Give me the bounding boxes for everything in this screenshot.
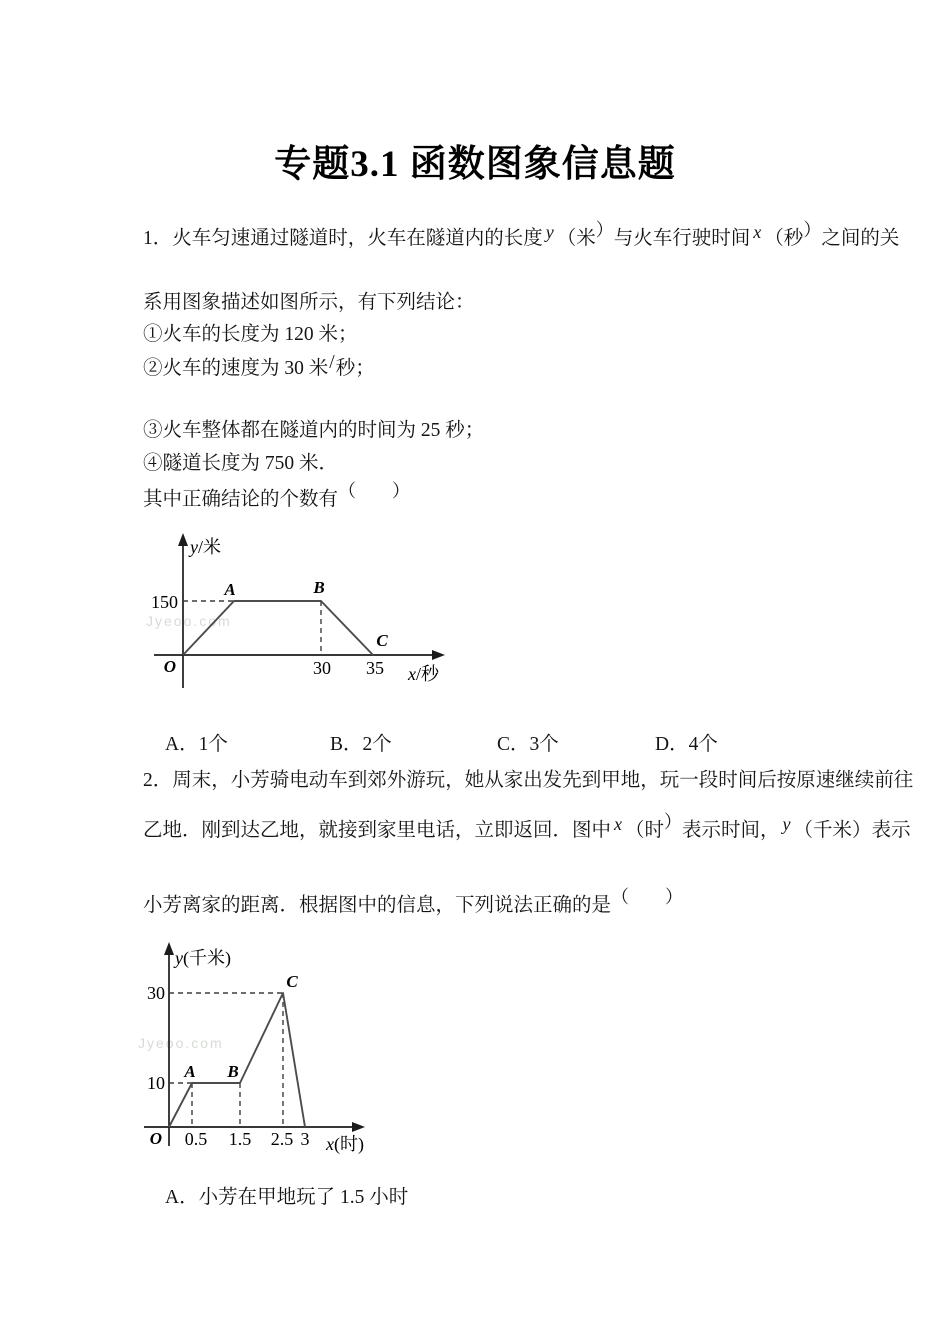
q1-item-3: ③火车整体都在隧道内的时间为 25 秒； xyxy=(143,420,485,441)
q1-line1-post: 之间的关 xyxy=(821,228,900,249)
q1-var-x: x xyxy=(753,222,762,242)
g2-tick-3: 3 xyxy=(300,1129,310,1149)
watermark: Jyeoo.com xyxy=(146,613,232,629)
g1-tick-35: 35 xyxy=(366,658,384,678)
g2-xlabel-var: x xyxy=(326,1134,334,1154)
page-title: 专题3.1 函数图象信息题 xyxy=(274,144,676,185)
g2-point-c-label: C xyxy=(286,972,298,991)
g2-ylabel-unit: (千米) xyxy=(183,948,231,968)
g1-xlabel-var: x xyxy=(408,664,416,684)
g2-y-axis-arrow-icon xyxy=(164,942,174,955)
g2-function-line xyxy=(169,993,305,1127)
q1-option-c: C．3个 xyxy=(497,734,559,755)
g1-ylabel-var: y xyxy=(190,537,198,557)
q2-option-a: A．小芳在甲地玩了 1.5 小时 xyxy=(165,1187,409,1208)
q1-ask xyxy=(143,483,410,511)
g2-origin-label: O xyxy=(149,1129,162,1148)
q1-ask-text: 其中正确结论的个数有 xyxy=(143,489,339,510)
q2-line-1: 2．周末，小芳骑电动车到郊外游玩，她从家出发先到甲地，玩一段时间后按原速继续前往 xyxy=(143,770,914,791)
q1-item-2 xyxy=(143,352,375,380)
g2-point-a-label: A xyxy=(184,1062,196,1081)
g2-xlabel-unit: (时) xyxy=(334,1134,364,1154)
q2-var-x: x xyxy=(614,814,623,834)
q2-line2-mid: 表示时间， xyxy=(682,820,780,841)
q2-var-y: y xyxy=(782,814,791,834)
train-tunnel-graph xyxy=(138,528,468,703)
g2-tick-25: 2.5 xyxy=(270,1129,294,1149)
g2-tick-30: 30 xyxy=(147,983,165,1003)
q1-item2-post: 秒； xyxy=(335,358,375,379)
g1-point-c-label: C xyxy=(376,631,388,650)
q1-item-1: ①火车的长度为 120 米； xyxy=(143,324,358,345)
g2-point-b-label: B xyxy=(227,1062,239,1081)
g1-tick-30: 30 xyxy=(313,658,331,678)
q1-line-2: 系用图象描述如图所示，有下列结论： xyxy=(143,292,475,313)
g2-ylabel-var: y xyxy=(175,948,183,968)
g1-xlabel-unit: /秒 xyxy=(416,664,440,684)
q2-line-3 xyxy=(143,889,683,917)
g1-y-axis-arrow-icon xyxy=(178,533,188,546)
q2-answer-blank: （ ） xyxy=(611,887,684,907)
g2-tick-10: 10 xyxy=(147,1073,165,1093)
q2-rparen-1: ） xyxy=(664,812,683,832)
g2-y-axis-label xyxy=(173,948,231,969)
q2-line2-pre: 乙地．刚到达乙地，就接到家里电话，立即返回．图中 xyxy=(143,820,612,841)
q2-line-2 xyxy=(143,814,911,842)
q1-option-d: D．4个 xyxy=(655,734,718,755)
q1-item2-pre: ②火车的速度为 30 米 xyxy=(143,358,329,379)
q1-unit-miao: （秒 xyxy=(764,228,804,249)
g1-point-a-label: A xyxy=(224,580,236,599)
g1-ylabel-unit: /米 xyxy=(198,537,222,557)
q1-line1-mid: 与火车行驶时间 xyxy=(613,228,751,249)
g1-origin-label: O xyxy=(163,657,176,676)
q1-option-b: B．2个 xyxy=(330,734,392,755)
q1-option-a: A．1个 xyxy=(165,734,228,755)
g1-x-axis-arrow-icon xyxy=(432,650,445,660)
g1-y-axis-label xyxy=(188,537,221,557)
watermark: Jyeoo.com xyxy=(138,1035,224,1051)
q1-rparen-2: ） xyxy=(803,220,822,240)
q1-line1-text: 1．火车匀速通过隧道时，火车在隧道内的长度 xyxy=(143,228,543,249)
q2-line3-text: 小芳离家的距离．根据图中的信息，下列说法正确的是 xyxy=(143,895,612,916)
q2-unit-shi: （时 xyxy=(625,820,665,841)
g2-tick-15: 1.5 xyxy=(228,1129,252,1149)
q1-rparen-1: ） xyxy=(595,220,614,240)
g2-x-axis-label xyxy=(325,1134,364,1155)
g2-x-axis-arrow-icon xyxy=(352,1122,365,1132)
q2-line2-post: 表示 xyxy=(871,820,911,841)
bike-trip-graph xyxy=(128,938,388,1173)
g2-tick-05: 0.5 xyxy=(184,1129,208,1149)
g1-tick-150: 150 xyxy=(151,592,178,612)
q1-item-4: ④隧道长度为 750 米． xyxy=(143,453,339,474)
q1-unit-mi: （米 xyxy=(556,228,596,249)
g1-x-axis-label xyxy=(407,664,440,684)
q1-answer-blank: （ ） xyxy=(338,481,411,501)
q1-var-y: y xyxy=(545,222,554,242)
q1-line-1 xyxy=(143,222,899,250)
q1-item2-slash: / xyxy=(329,352,335,373)
g1-point-b-label: B xyxy=(313,578,325,597)
q2-unit-qianmi: （千米） xyxy=(793,820,872,841)
